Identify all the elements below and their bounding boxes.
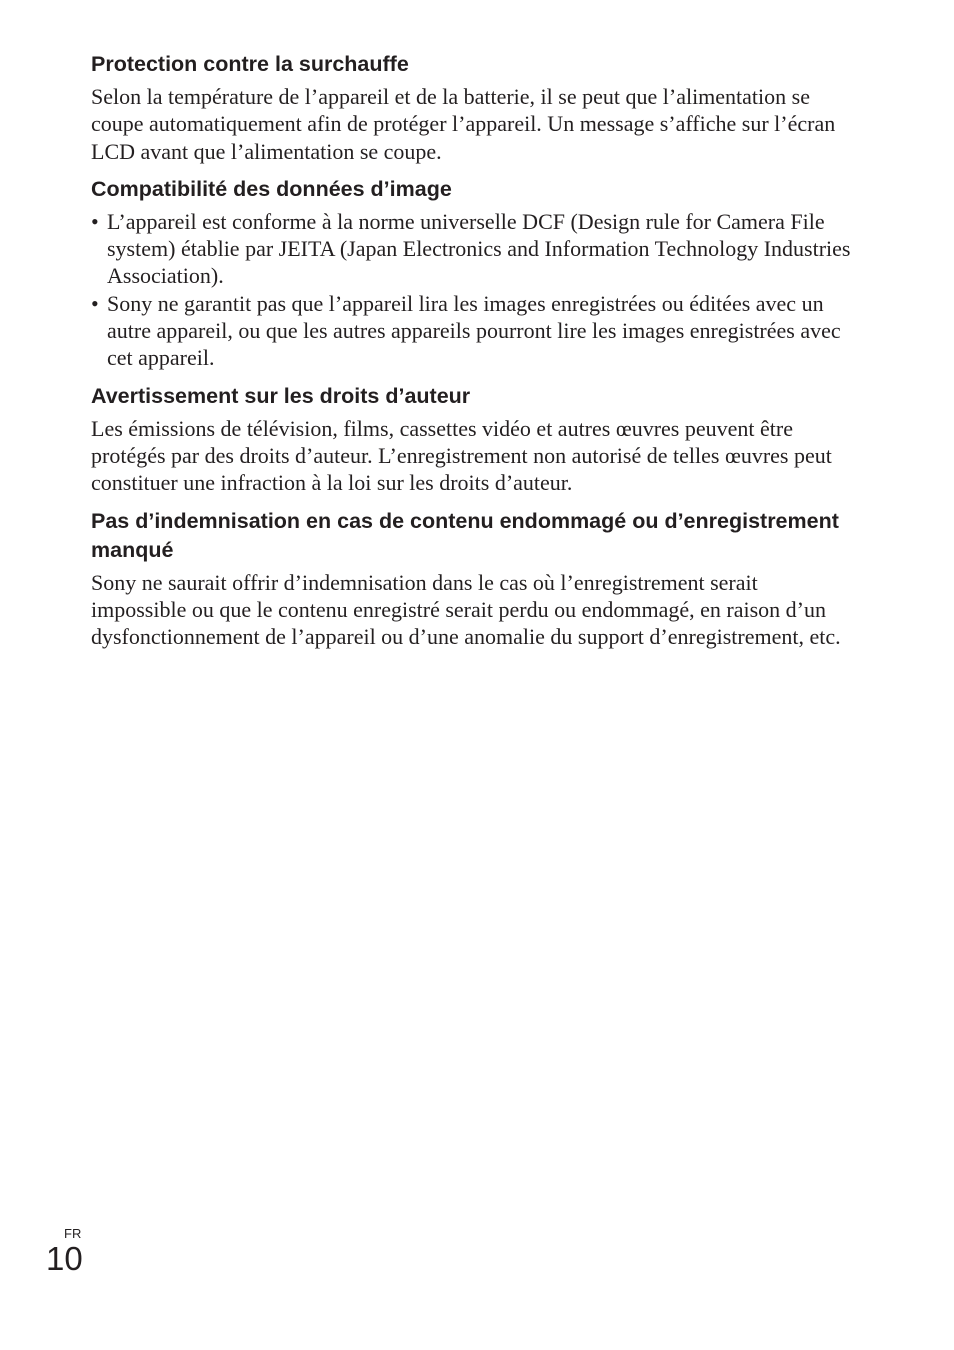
page-number: 10 [46,1240,83,1277]
page-footer [46,1226,83,1277]
bullet-list-compatibility [91,208,851,372]
list-item-text: Sony ne garantit pas que l’appareil lira les images enregistrées ou éditées avec un autre appareil, ou que les autres appareils pourront lire les images enregistrées avec cet appareil. [107,290,841,371]
bullet-marker: • [91,290,99,316]
heading-overheat-protection: Protection contre la surchauffe [91,52,409,76]
bullet-marker: • [91,208,99,234]
paragraph-no-compensation: Sony ne saurait offrir d’indemnisation dans le cas où l’enregistrement serait impossible ou que le contenu enregistré serait perdu ou endommagé, en raison d’un dysfonctionnement de l’appareil ou d’une anomalie du support d’enregistrement, etc. [91,569,841,650]
heading-image-data-compatibility: Compatibilité des données d’image [91,176,452,201]
list-item-text: L’appareil est conforme à la norme universelle DCF (Design rule for Camera File system) établie par JEITA (Japan Electronics and Information Technology Industries Association). [107,208,851,289]
list-item [91,208,851,290]
page-content [91,50,851,650]
heading-copyright-warning: Avertissement sur les droits d’auteur [91,383,471,408]
language-code: FR [64,1226,82,1241]
paragraph-copyright-warning: Les émissions de télévision, films, cassettes vidéo et autres œuvres peuvent être protégés par des droits d’auteur. L’enregistrement non autorisé de telles œuvres peut constituer une infraction à la loi sur les droits d’auteur. [91,415,832,496]
heading-no-compensation: Pas d’indemnisation en cas de contenu endommagé ou d’enregistrement manqué [91,508,839,562]
list-item [91,290,851,372]
paragraph-overheat-protection: Selon la température de l’appareil et de la batterie, il se peut que l’alimentation se coupe automatiquement afin de protéger l’appareil. Un message s’affiche sur l’écran LCD avant que l’alimentation se coupe. [91,84,836,164]
